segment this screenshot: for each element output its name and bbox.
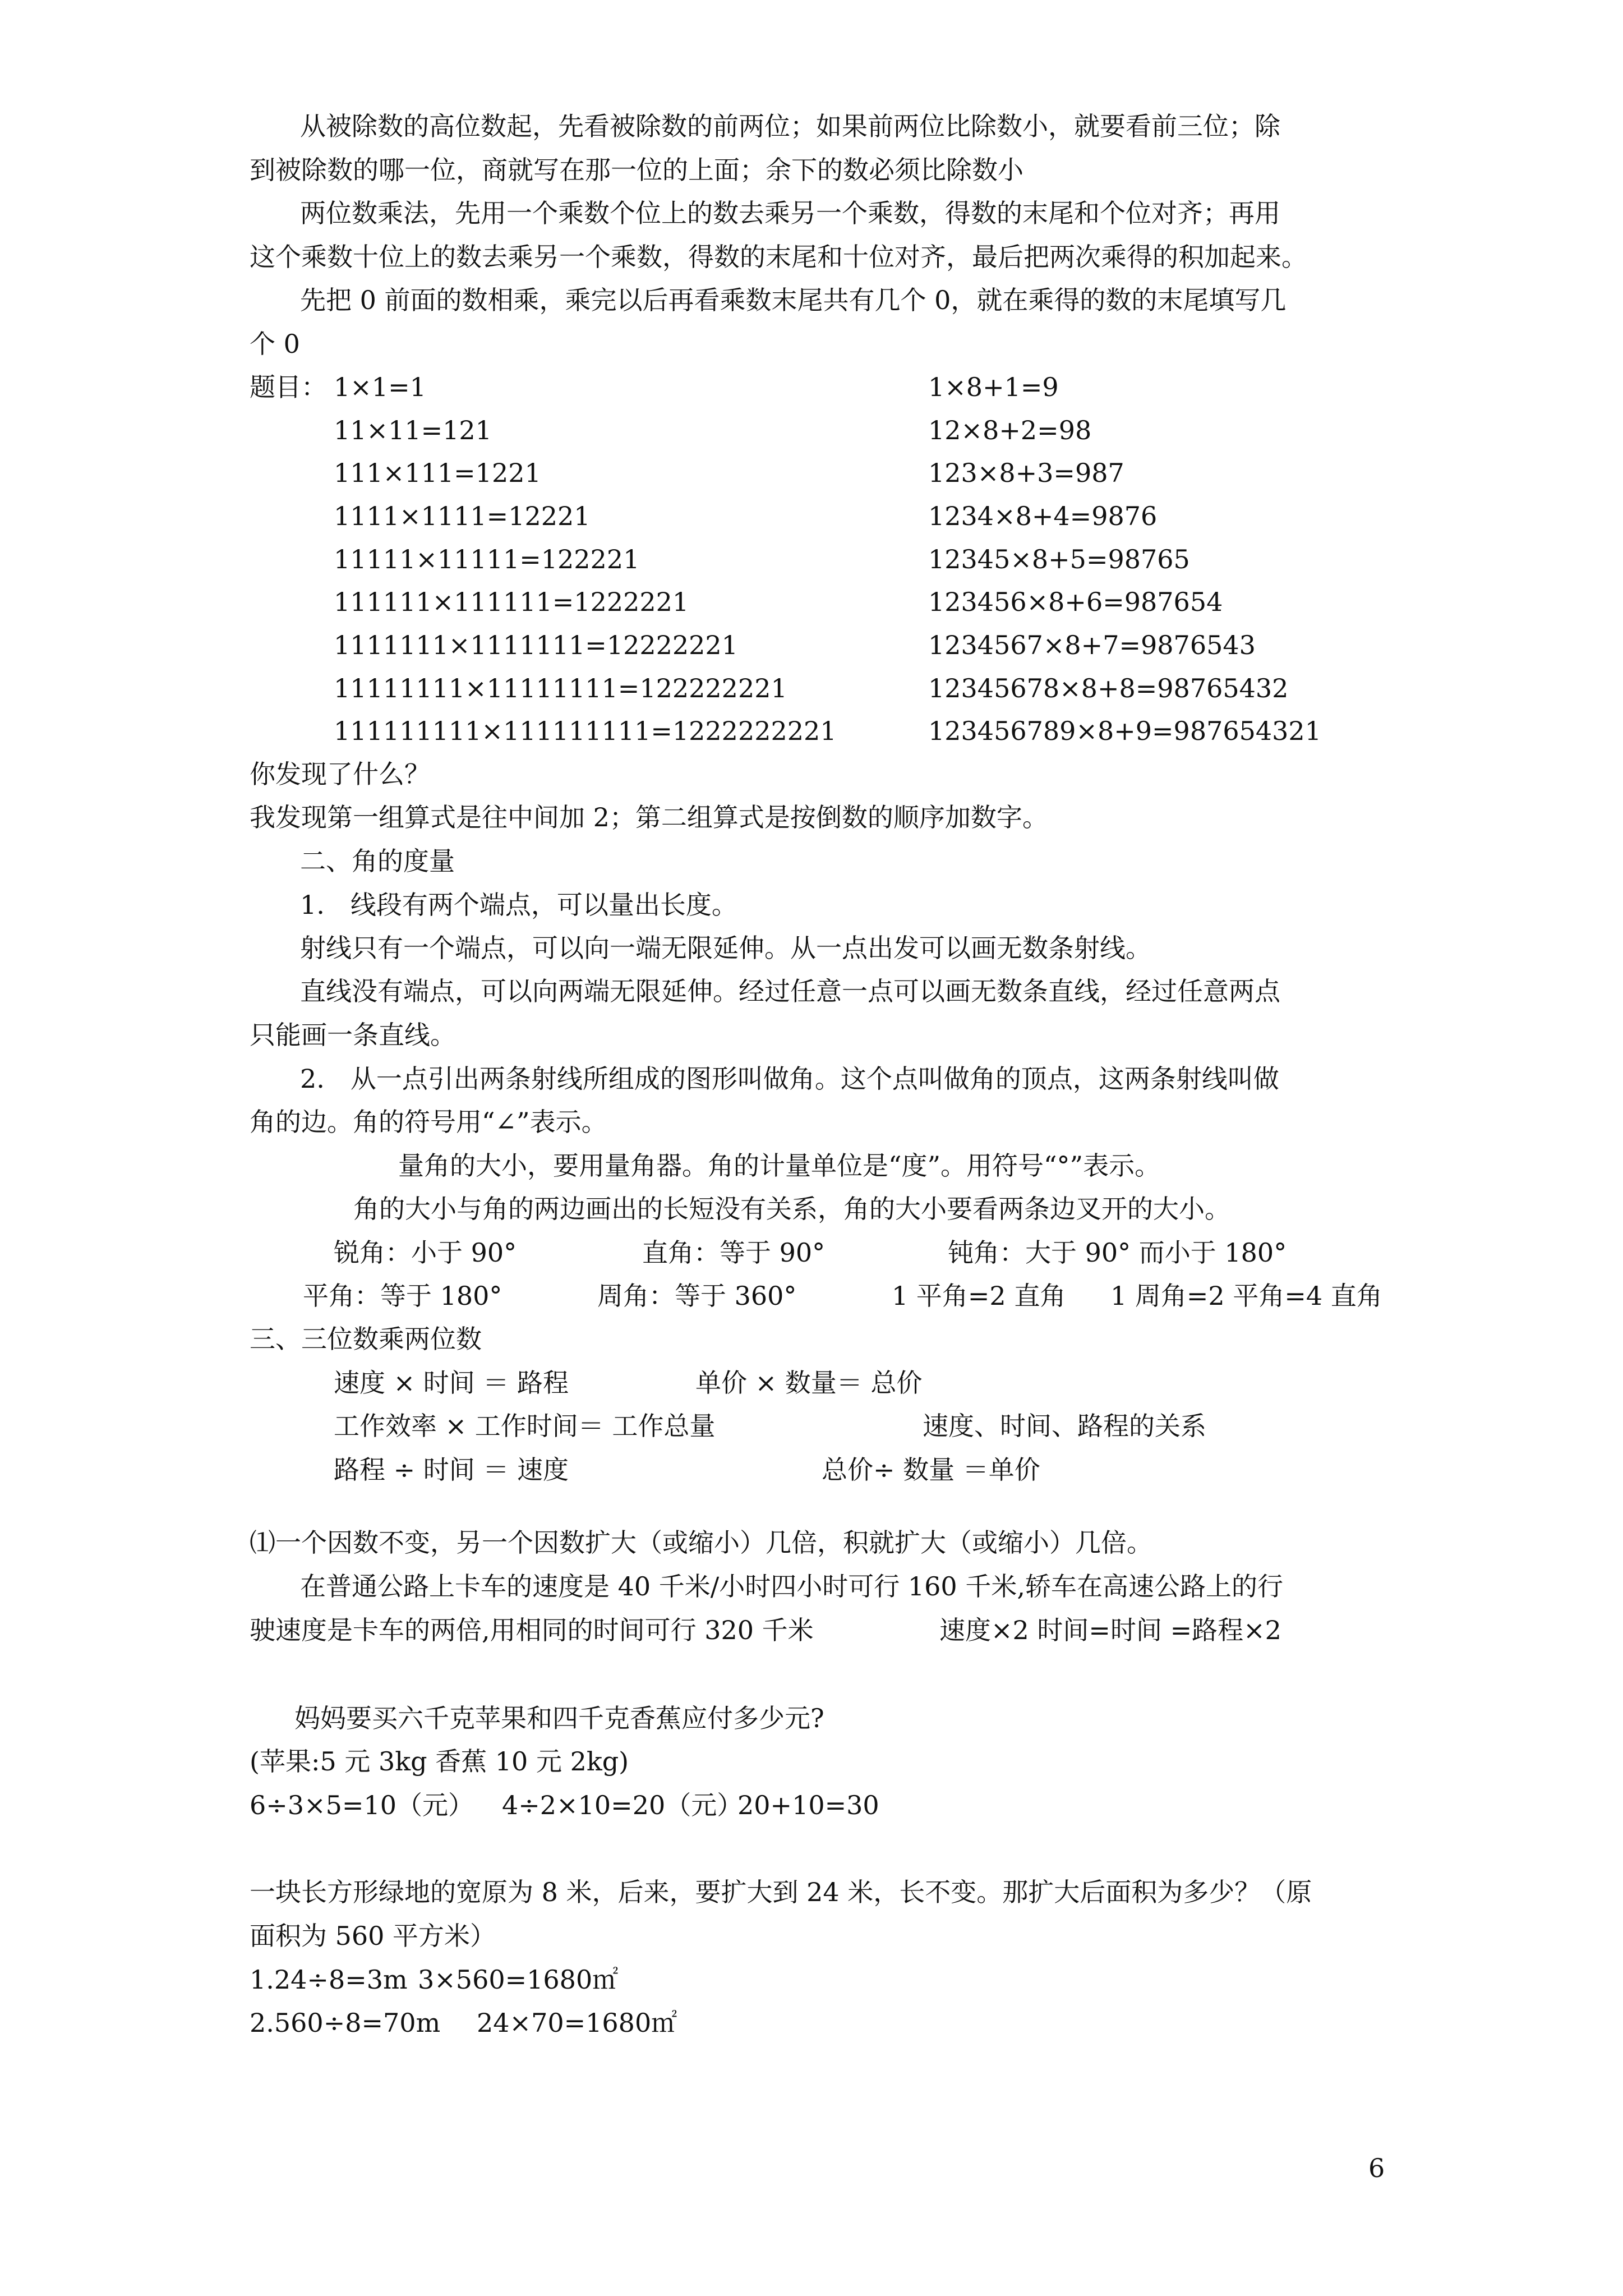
angle-definition-line-1: 2. 从一点引出两条射线所组成的图形叫做角。这个点叫做角的顶点，这两条射线叫做	[300, 1064, 1279, 1094]
acute-angle: 锐角：小于 90°	[334, 1237, 517, 1268]
group1-equation: 111111111×111111111=1222222221	[334, 716, 837, 746]
group2-equation: 12345×8+5=98765	[928, 544, 1190, 574]
group2-equation: 1234×8+4=9876	[928, 501, 1158, 531]
shopping-calc: 4÷2×10=20（元）	[502, 1790, 743, 1820]
page-number: 6	[1368, 2153, 1385, 2183]
group2-equation: 123×8+3=987	[928, 458, 1124, 488]
group2-equation: 12×8+2=98	[928, 415, 1092, 445]
protractor-note: 量角的大小，要用量角器。角的计量单位是“度”。用符号“°”表示。	[398, 1151, 1161, 1181]
section-2-title: 二、角的度量	[300, 846, 455, 876]
formula-distance: 速度 × 时间 ＝ 路程	[334, 1368, 569, 1398]
section-3-title: 三、三位数乘两位数	[250, 1324, 482, 1354]
angle-size-note: 角的大小与角的两边画出的长短没有关系，角的大小要看两条边叉开的大小。	[353, 1194, 1230, 1224]
formula-work: 工作效率 × 工作时间＝ 工作总量	[334, 1411, 716, 1441]
group1-equation: 1×1=1	[334, 372, 426, 402]
formula-relation-note: 速度、时间、路程的关系	[923, 1411, 1206, 1441]
ray-definition: 射线只有一个端点，可以向一端无限延伸。从一点出发可以画无数条射线。	[300, 933, 1151, 963]
answer: 我发现第一组算式是往中间加 2；第二组算式是按倒数的顺序加数字。	[250, 802, 1048, 832]
straight-angle-relation: 1 平角=2 直角	[892, 1281, 1066, 1311]
group2-equation: 1×8+1=9	[928, 372, 1059, 402]
line-definition-line-1: 直线没有端点，可以向两端无限延伸。经过任意一点可以画无数条直线，经过任意两点	[300, 976, 1280, 1006]
formula-speed: 路程 ÷ 时间 ＝ 速度	[334, 1455, 569, 1485]
zero-rule-line-2: 个 0	[250, 329, 300, 359]
multiplication-rule-line-1: 两位数乘法，先用一个乘数个位上的数去乘另一个乘数，得数的末尾和个位对齐；再用	[300, 198, 1280, 228]
group1-equation: 11111×11111=122221	[334, 544, 640, 574]
obtuse-angle: 钝角：大于 90° 而小于 180°	[948, 1237, 1287, 1268]
truck-problem-note: 速度×2 时间=时间 =路程×2	[939, 1615, 1281, 1645]
group2-equation: 12345678×8+8=98765432	[928, 673, 1289, 703]
straight-angle: 平角：等于 180°	[303, 1281, 502, 1311]
division-rule-line-1: 从被除数的高位数起，先看被除数的前两位；如果前两位比除数小，就要看前三位；除	[300, 111, 1280, 141]
group1-equation: 1111×1111=12221	[334, 501, 591, 531]
group1-equation: 11111111×11111111=122222221	[334, 673, 787, 703]
segment-definition: 1. 线段有两个端点，可以量出长度。	[300, 890, 737, 920]
formula-total-price: 单价 × 数量＝ 总价	[695, 1368, 923, 1398]
group1-equation: 111111×111111=1222221	[334, 587, 689, 617]
truck-problem-line-1: 在普通公路上卡车的速度是 40 千米/小时四小时可行 160 千米,轿车在高速公路上的行	[300, 1571, 1283, 1602]
angle-definition-line-2: 角的边。角的符号用“∠”表示。	[250, 1107, 607, 1137]
field-solution-1: 1.24÷8=3m	[250, 1964, 408, 1995]
field-problem-line-2: 面积为 560 平方米）	[250, 1921, 496, 1951]
formula-unit-price: 总价÷ 数量 ＝单价	[822, 1455, 1040, 1485]
group1-equation: 1111111×1111111=12222221	[334, 630, 738, 660]
group1-equation: 11×11=121	[334, 415, 492, 445]
group1-equation: 111×111=1221	[334, 458, 541, 488]
right-angle: 直角：等于 90°	[642, 1237, 826, 1268]
field-solution-1-area: 3×560=1680㎡	[418, 1964, 619, 1995]
shopping-calc: 6÷3×5=10（元）	[250, 1790, 474, 1820]
truck-problem-line-2: 驶速度是卡车的两倍,用相同的时间可行 320 千米	[250, 1615, 814, 1645]
shopping-question: 妈妈要买六千克苹果和四千克香蕉应付多少元?	[294, 1703, 824, 1733]
field-solution-2-area: 24×70=1680㎡	[477, 2008, 677, 2038]
question: 你发现了什么？	[250, 759, 430, 789]
group2-equation: 1234567×8+7=9876543	[928, 630, 1256, 660]
group2-equation: 123456789×8+9=987654321	[928, 716, 1321, 746]
field-solution-2: 2.560÷8=70m	[250, 2008, 441, 2038]
field-problem-line-1: 一块长方形绿地的宽原为 8 米，后来，要扩大到 24 米，长不变。那扩大后面积为多少？（原	[250, 1877, 1312, 1907]
division-rule-line-2: 到被除数的哪一位，商就写在那一位的上面；余下的数必须比除数小	[250, 155, 1023, 185]
round-angle: 周角：等于 360°	[597, 1281, 797, 1311]
zero-rule-line-1: 先把 0 前面的数相乘，乘完以后再看乘数末尾共有几个 0，就在乘得的数的末尾填写几	[300, 285, 1287, 315]
shopping-prices: (苹果:5 元 3kg 香蕉 10 元 2kg)	[250, 1746, 629, 1777]
shopping-calc: 20+10=30	[737, 1790, 879, 1820]
line-definition-line-2: 只能画一条直线。	[250, 1020, 456, 1050]
round-angle-relation: 1 周角=2 平角=4 直角	[1110, 1281, 1382, 1311]
factor-rule: ⑴一个因数不变，另一个因数扩大（或缩小）几倍，积就扩大（或缩小）几倍。	[250, 1527, 1152, 1558]
multiplication-rule-line-2: 这个乘数十位上的数去乘另一个乘数，得数的末尾和十位对齐，最后把两次乘得的积加起来。	[250, 242, 1307, 272]
exercise-label: 题目：	[250, 372, 327, 402]
group2-equation: 123456×8+6=987654	[928, 587, 1223, 617]
